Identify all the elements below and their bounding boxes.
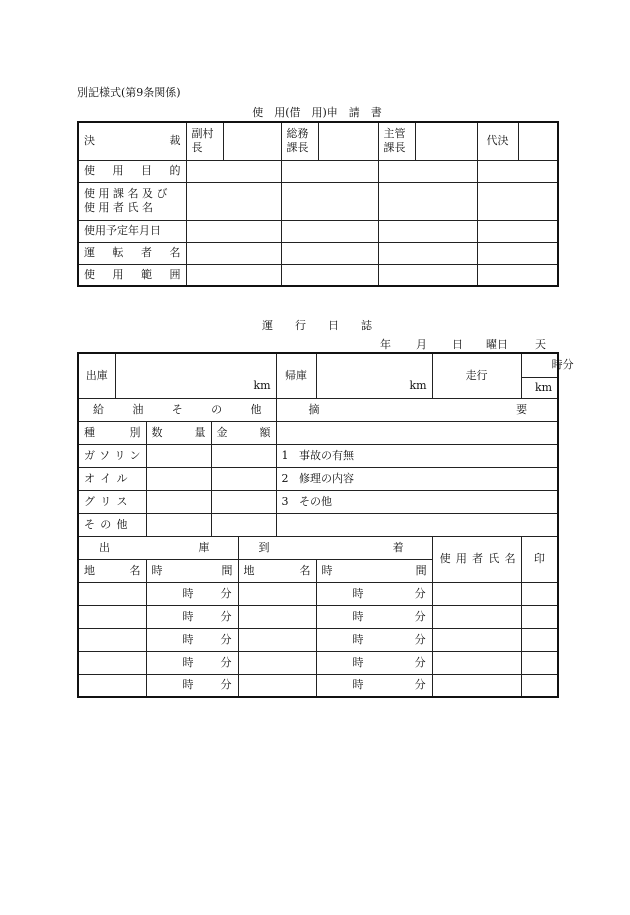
notes-header-char: 摘: [308, 402, 320, 416]
row-label-char: 目: [141, 164, 152, 177]
departure-label: 出庫: [78, 353, 115, 398]
amount-cell[interactable]: [211, 490, 276, 513]
time-header-char: 時: [151, 563, 163, 577]
departure-km-cell[interactable]: [115, 353, 276, 398]
header-char: 別: [129, 425, 141, 439]
hour-unit: 時: [182, 655, 194, 669]
purpose-cell[interactable]: [186, 160, 281, 182]
header-char: 名: [504, 552, 516, 565]
log-date-line: [0, 336, 630, 350]
minute-unit: 分: [414, 632, 426, 646]
departure-time-cell[interactable]: [146, 628, 238, 651]
scope-cell[interactable]: [477, 264, 558, 286]
managing-chief-label: 主管 課長: [378, 122, 415, 160]
minute-unit: 分: [414, 609, 426, 623]
quantity-cell[interactable]: [146, 467, 211, 490]
row-label-char: 名: [169, 246, 181, 259]
amount-cell[interactable]: [211, 513, 276, 536]
traveled-time-cell[interactable]: [521, 353, 574, 377]
header-char: 額: [259, 425, 271, 439]
header-char: 種: [84, 425, 95, 439]
note-number: 2: [281, 471, 289, 485]
header-char: 用: [455, 552, 467, 565]
amount-cell[interactable]: [211, 467, 276, 490]
seal-cell[interactable]: [521, 582, 558, 605]
arrival-place-cell[interactable]: [238, 628, 316, 651]
notes-header-char: 要: [516, 402, 528, 416]
traveled-label: 走行: [432, 353, 521, 398]
driver-cell[interactable]: [477, 242, 558, 264]
header-char: 数: [151, 425, 163, 439]
minute-unit: 分: [220, 655, 232, 669]
application-table: [77, 121, 559, 287]
driver-cell[interactable]: [281, 242, 378, 264]
note-text: 修理の内容: [299, 471, 355, 485]
row-label-char: 使: [84, 164, 95, 177]
amount-cell[interactable]: [211, 444, 276, 467]
date-weather: 天: [535, 338, 546, 351]
arrival-place-cell[interactable]: [238, 605, 316, 628]
fuel-char: リ: [100, 494, 112, 508]
note-number: 1: [281, 448, 289, 462]
hour-unit: 時: [352, 632, 364, 646]
minute-unit: 分: [220, 678, 232, 692]
departure-place-cell[interactable]: [78, 605, 146, 628]
operation-log-table: [77, 352, 574, 698]
fuel-char: ス: [116, 494, 128, 508]
date-day: 日: [452, 338, 463, 351]
return-km-cell[interactable]: [316, 353, 432, 398]
place-header-char: 地: [243, 563, 255, 577]
departure-place-cell[interactable]: [78, 651, 146, 674]
departure-place-cell[interactable]: [78, 628, 146, 651]
dept-user-cell[interactable]: [477, 182, 558, 220]
return-label: 帰庫: [276, 353, 316, 398]
fuel-char: ル: [116, 471, 128, 485]
header-char: 金: [216, 425, 228, 439]
arrival-time-cell[interactable]: [316, 605, 432, 628]
row-label-char: 囲: [169, 267, 181, 281]
hour-unit: 時: [352, 655, 364, 669]
fuel-char: イ: [100, 471, 112, 485]
driver-cell[interactable]: [186, 242, 281, 264]
fuel-char: グ: [84, 494, 95, 508]
general-affairs-stamp[interactable]: [318, 122, 378, 160]
fuel-char: 他: [116, 517, 128, 531]
fuel-char: オ: [84, 471, 95, 485]
header-char: 使: [439, 552, 451, 565]
quantity-cell[interactable]: [146, 444, 211, 467]
minute-unit: 分: [220, 586, 232, 600]
note-repair[interactable]: [276, 467, 558, 490]
hour-unit: 時: [182, 678, 194, 692]
application-title: 使 用(借 用)申 請 書: [252, 106, 382, 119]
planned-date-cell[interactable]: [186, 220, 281, 242]
driver-cell[interactable]: [378, 242, 477, 264]
header-char: の: [211, 402, 223, 416]
row-label-char: 者: [141, 246, 152, 259]
header-char: そ: [171, 402, 183, 416]
planned-date-cell[interactable]: [281, 220, 378, 242]
proxy-approval-label: 代決: [477, 122, 518, 160]
user-name-cell[interactable]: [432, 651, 521, 674]
row-label-char: 運: [84, 246, 95, 259]
minute-unit: 分: [414, 586, 426, 600]
kessai-char: 裁: [169, 134, 181, 148]
header-char: 氏: [488, 552, 500, 565]
purpose-cell[interactable]: [281, 160, 378, 182]
date-year: 年: [380, 338, 391, 351]
seal-cell[interactable]: [521, 605, 558, 628]
arrival-place-cell[interactable]: [238, 674, 316, 697]
km-unit: km: [409, 378, 427, 392]
seal-cell[interactable]: [521, 651, 558, 674]
fuel-char: ン: [129, 448, 141, 462]
planned-date-cell[interactable]: [477, 220, 558, 242]
note-accident[interactable]: [276, 444, 558, 467]
row-label-char: 用: [112, 267, 124, 281]
vice-mayor-label: 副村 長: [186, 122, 223, 160]
place-header-char: 名: [299, 563, 311, 577]
minute-unit: 分: [220, 609, 232, 623]
time-header-char: 時: [321, 563, 333, 577]
arrival-time-cell[interactable]: [316, 628, 432, 651]
planned-date-cell[interactable]: [378, 220, 477, 242]
quantity-cell[interactable]: [146, 490, 211, 513]
hour-unit: 時: [182, 632, 194, 646]
departure-time-cell[interactable]: [146, 582, 238, 605]
fuel-char: ソ: [99, 448, 111, 462]
header-char: 給: [93, 402, 104, 416]
hour-unit: 時: [352, 678, 364, 692]
minute-unit: 分: [414, 678, 426, 692]
form-reference: 別記様式(第9条関係): [77, 86, 181, 99]
departure-time-cell[interactable]: [146, 674, 238, 697]
row-label-char: 転: [112, 246, 124, 259]
fuel-char: リ: [114, 448, 126, 462]
departure-time-cell[interactable]: [146, 605, 238, 628]
general-affairs-chief-label: 総務 課長: [281, 122, 318, 160]
dept-user-cell[interactable]: [378, 182, 477, 220]
row-label-char: 的: [169, 164, 181, 177]
time-header-char: 間: [415, 563, 427, 577]
scope-cell[interactable]: [378, 264, 477, 286]
kessai-char: 決: [84, 134, 95, 148]
seal-label: 印: [521, 536, 558, 582]
purpose-cell[interactable]: [378, 160, 477, 182]
hour-unit: 時: [352, 609, 364, 623]
notes-cell[interactable]: [276, 513, 558, 536]
departure-header-char: 出: [99, 540, 110, 554]
minute-unit: 分: [414, 655, 426, 669]
place-header-char: 名: [129, 563, 141, 577]
header-char: 油: [132, 402, 144, 416]
row-label-char: 範: [141, 267, 152, 281]
arrival-place-cell[interactable]: [238, 582, 316, 605]
minute-unit: 分: [562, 358, 574, 372]
departure-place-cell[interactable]: [78, 674, 146, 697]
km-unit: km: [534, 380, 553, 394]
date-weekday: 曜日: [486, 338, 508, 351]
row-label-char: 用: [112, 164, 124, 177]
user-name-cell[interactable]: [432, 674, 521, 697]
fuel-char: ガ: [84, 448, 95, 462]
purpose-cell[interactable]: [477, 160, 558, 182]
arrival-header-char: 着: [392, 540, 404, 554]
quantity-cell[interactable]: [146, 513, 211, 536]
arrival-header-char: 到: [258, 540, 270, 554]
header-char: 他: [250, 402, 262, 416]
dept-user-cell[interactable]: [281, 182, 378, 220]
departure-time-cell[interactable]: [146, 651, 238, 674]
hour-unit: 時: [551, 358, 563, 372]
scope-cell[interactable]: [186, 264, 281, 286]
vice-mayor-stamp[interactable]: [223, 122, 281, 160]
arrival-place-cell[interactable]: [238, 651, 316, 674]
note-text: その他: [299, 494, 333, 508]
arrival-time-cell[interactable]: [316, 674, 432, 697]
note-text: 事故の有無: [299, 448, 355, 462]
note-number: 3: [281, 494, 289, 508]
dept-user-cell[interactable]: [186, 182, 281, 220]
departure-place-cell[interactable]: [78, 582, 146, 605]
date-month: 月: [416, 338, 427, 351]
traveled-km-cell[interactable]: [521, 377, 558, 398]
scope-cell[interactable]: [281, 264, 378, 286]
notes-cell[interactable]: [276, 421, 558, 444]
header-char: 者: [472, 552, 484, 565]
dept-label-line2: 使 用 者 氏 名: [84, 201, 153, 214]
hour-unit: 時: [182, 609, 194, 623]
user-name-cell[interactable]: [432, 628, 521, 651]
minute-unit: 分: [220, 632, 232, 646]
place-header-char: 地: [84, 563, 95, 577]
fuel-char: そ: [84, 517, 95, 531]
hour-unit: 時: [352, 586, 364, 600]
row-label-char: 使: [84, 267, 95, 281]
dept-label-line1: 使 用 課 名 及 び: [84, 187, 168, 200]
note-other[interactable]: [276, 490, 558, 513]
proxy-approval-stamp[interactable]: [518, 122, 558, 160]
time-header-char: 間: [221, 563, 233, 577]
managing-chief-stamp[interactable]: [415, 122, 477, 160]
departure-header-char: 庫: [198, 540, 210, 554]
km-unit: km: [253, 378, 271, 392]
header-char: 量: [194, 425, 206, 439]
arrival-time-cell[interactable]: [316, 651, 432, 674]
hour-unit: 時: [182, 586, 194, 600]
arrival-time-cell[interactable]: [316, 582, 432, 605]
seal-cell[interactable]: [521, 674, 558, 697]
log-title: 運 行 日 誌: [262, 319, 372, 332]
user-name-cell[interactable]: [432, 605, 521, 628]
planned-date-label: 使用予定年月日: [78, 220, 186, 242]
seal-cell[interactable]: [521, 628, 558, 651]
fuel-char: の: [100, 517, 112, 531]
user-name-cell[interactable]: [432, 582, 521, 605]
